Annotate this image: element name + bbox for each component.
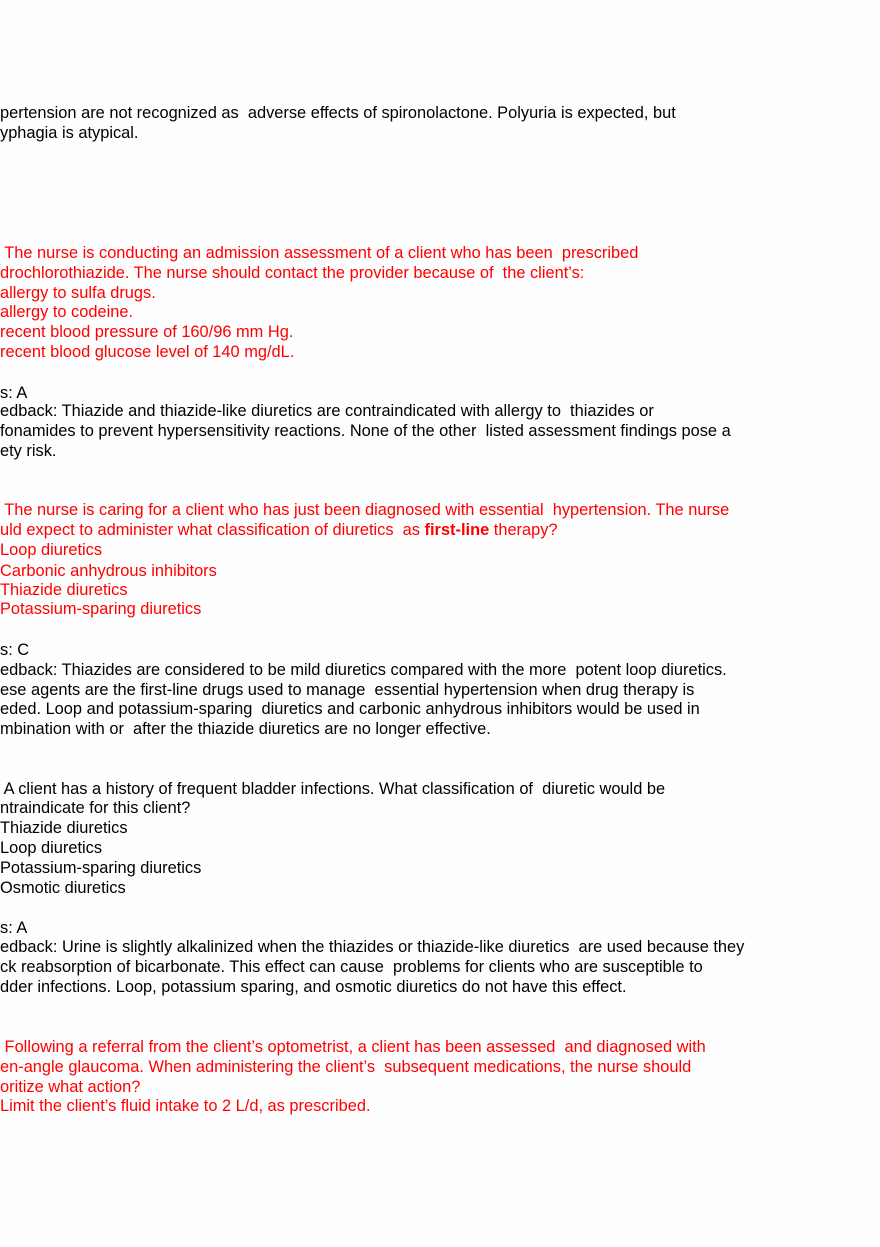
q1-feedback: ety risk. (0, 442, 57, 460)
q1-feedback: edback: Thiazide and thiazide-like diuretics are contraindicated with allergy to thiazides or (0, 402, 654, 420)
q3-stem: A client has a history of frequent bladder infections. What classification of diuretic would be (0, 780, 666, 798)
q3-option-a: Thiazide diuretics (0, 819, 128, 837)
q3-option-c: Potassium-sparing diuretics (0, 859, 202, 877)
q2-option-d: Potassium-sparing diuretics (0, 600, 202, 618)
q2-answer: s: C (0, 641, 30, 659)
q3-feedback: dder infections. Loop, potassium sparing, and osmotic diuretics do not have this effect. (0, 978, 627, 996)
q3-feedback: ck reabsorption of bicarbonate. This effect can cause problems for clients who are susceptible to (0, 958, 703, 976)
q2-feedback: mbination with or after the thiazide diuretics are no longer effective. (0, 720, 491, 738)
intro-line: pertension are not recognized as adverse effects of spironolactone. Polyuria is expected, but (0, 104, 676, 122)
q3-stem: ntraindicate for this client? (0, 799, 191, 817)
q2-option-b: Carbonic anhydrous inhibitors (0, 562, 217, 580)
q3-option-b: Loop diuretics (0, 839, 103, 857)
q1-feedback: fonamides to prevent hypersensitivity reactions. None of the other listed assessment findings pose a (0, 422, 731, 440)
q1-stem: drochlorothiazide. The nurse should contact the provider because of the client’s: (0, 264, 585, 282)
q2-feedback: eded. Loop and potassium-sparing diuretics and carbonic anhydrous inhibitors would be used in (0, 700, 700, 718)
q1-option-a: allergy to sulfa drugs. (0, 284, 156, 302)
q3-feedback: edback: Urine is slightly alkalinized when the thiazides or thiazide-like diuretics are used because they (0, 938, 745, 956)
q2-stem-text: uld expect to administer what classification of diuretics as (0, 521, 425, 539)
q3-option-d: Osmotic diuretics (0, 879, 126, 897)
q2-feedback: edback: Thiazides are considered to be mild diuretics compared with the more potent loop diuretics. (0, 661, 727, 679)
q1-stem: The nurse is conducting an admission assessment of a client who has been prescribed (0, 244, 639, 262)
q3-answer: s: A (0, 919, 28, 937)
q2-option-a: Loop diuretics (0, 541, 103, 559)
intro-line: yphagia is atypical. (0, 124, 139, 142)
q2-stem: The nurse is caring for a client who has just been diagnosed with essential hypertension. The nurse (0, 501, 730, 519)
q2-stem-emphasis: first-line (424, 521, 490, 539)
q4-stem: en-angle glaucoma. When administering the client’s subsequent medications, the nurse should (0, 1058, 692, 1076)
q1-option-b: allergy to codeine. (0, 303, 134, 321)
q1-option-d: recent blood glucose level of 140 mg/dL. (0, 343, 295, 361)
q1-option-c: recent blood pressure of 160/96 mm Hg. (0, 323, 294, 341)
q4-stem: oritize what action? (0, 1078, 141, 1096)
q4-option-a: Limit the client’s fluid intake to 2 L/d, as prescribed. (0, 1097, 371, 1115)
q2-feedback: ese agents are the first-line drugs used to manage essential hypertension when drug therapy is (0, 681, 695, 699)
q4-stem: Following a referral from the client’s optometrist, a client has been assessed and diagnosed with (0, 1038, 706, 1056)
q2-stem (0, 520, 558, 540)
q2-option-c: Thiazide diuretics (0, 581, 128, 599)
q2-stem-text-end: therapy? (489, 521, 558, 539)
q1-answer: s: A (0, 384, 28, 402)
